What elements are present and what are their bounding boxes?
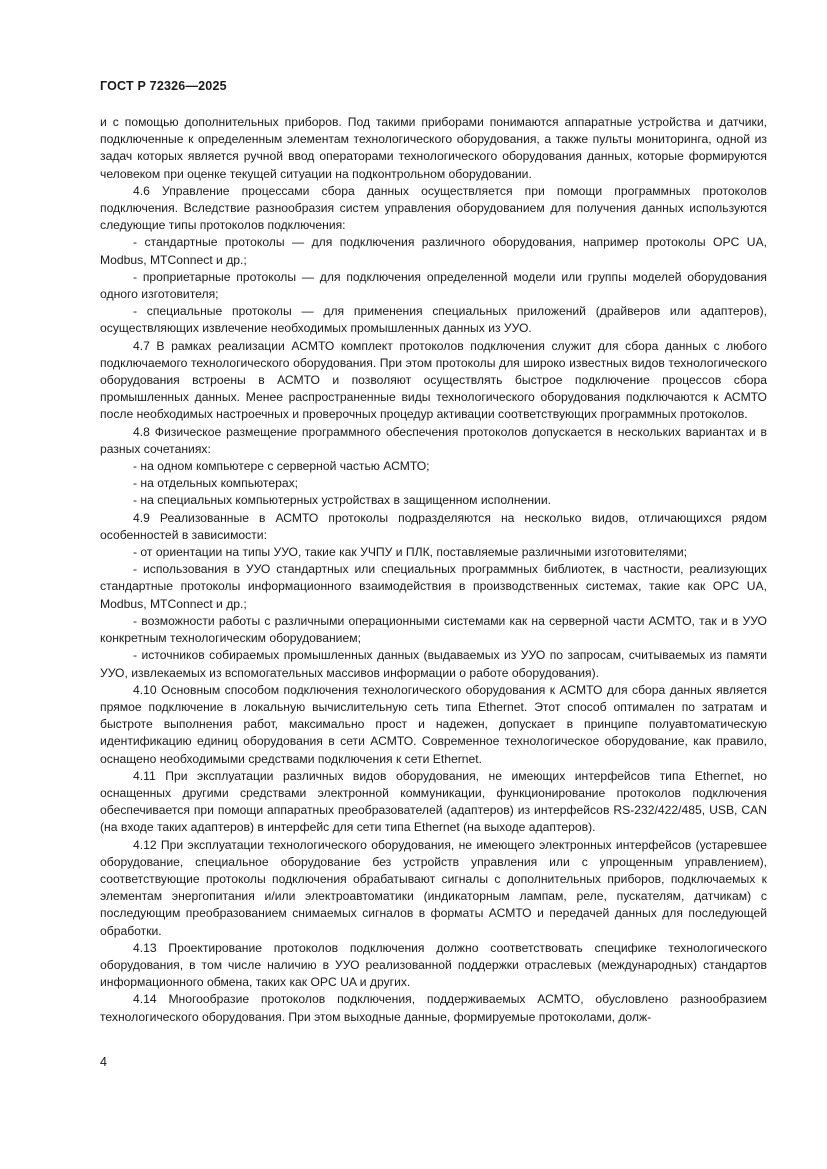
paragraph: и с помощью дополнительных приборов. Под такими приборами понимаются аппаратные устройства и датчики, подключенные к определенным элементам технологического оборудования, а также пульты мониторинга, одной из задач которых является ручной ввод операторами технологического оборудования данных, которые формируются человеком при оценке текущей ситуации на подконтрольном оборудовании. <box>100 115 767 181</box>
paragraph: - возможности работы с различными операционными системами как на серверной части АСМТО, так и в УУО конкретным технологическим оборудованием; <box>100 613 767 646</box>
paragraph: - на одном компьютере с серверной частью АСМТО; <box>133 459 430 474</box>
paragraph: 4.12 При эксплуатации технологического оборудования, не имеющего электронных интерфейсов (устаревшее оборудование, специальное оборудование без устройств управления или с упрощенным управлением), соответствующие протоколы подключения обрабатывают сигналы с дополнительных приборов, подключаемых к элементам энергопитания и/или электроавтоматики (индикаторным лампам, реле, пускателям, датчикам) с последующим преобразованием снимаемых сигналов в форматы АСМТО и передачей данных для последующей обработки. <box>100 837 767 938</box>
page-number: 4 <box>100 1055 107 1069</box>
paragraph: 4.6 Управление процессами сбора данных осуществляется при помощи программных протоколов подключения. Вследствие разнообразия систем управления оборудованием для получения данных используются следующие типы протоколов подключения: <box>100 183 767 233</box>
paragraph: - проприетарные протоколы — для подключения определенной модели или группы моделей оборудования одного изготовителя; <box>100 269 767 302</box>
paragraph: - специальные протоколы — для применения специальных приложений (драйверов или адаптеров), осуществляющих извлечение необходимых промышленных данных из УУО. <box>100 304 767 336</box>
paragraph: - источников собираемых промышленных данных (выдаваемых из УУО по запросам, считываемых из памяти УУО, извлекаемых из вспомогательных массивов информации о работе оборудования). <box>100 648 767 680</box>
paragraph: - стандартные протоколы — для подключения различного оборудования, например протоколы OPC UA, Modbus, MTConnect и др.; <box>100 235 767 267</box>
paragraph: - на специальных компьютерных устройствах в защищенном исполнении. <box>133 493 551 508</box>
paragraph: 4.10 Основным способом подключения технологического оборудования к АСМТО для сбора данных является прямое подключение в локальную вычислительную сеть типа Ethernet. Этот способ оптимален по затратам и быстроте выполнения работ, максимально прост и надежен, допускает в принципе полуавтоматическую идентификацию единиц оборудования в сети АСМТО. Современное технологическое оборудование, как правило, оснащено необходимыми средствами подключения к сети Ethernet. <box>100 682 767 766</box>
paragraph: 4.7 В рамках реализации АСМТО комплект протоколов подключения служит для сбора данных с любого подключаемого технологического оборудования. При этом протоколы для широко известных видов технологического оборудования встроены в АСМТО и позволяют осуществлять быстрое подключение процессов сбора промышленных данных. Менее распространенные виды технологического оборудования подключаются к АСМТО после необходимых настроечных и проверочных процедур активации соответствующих программных протоколов. <box>100 338 767 422</box>
paragraph: 4.13 Проектирование протоколов подключения должно соответствовать специфике технологического оборудования, в том числе наличию в УУО реализованной поддержки отраслевых (международных) стандартов информационного обмена, таких как OPC UA и других. <box>100 940 767 990</box>
paragraph: - на отдельных компьютерах; <box>133 476 299 491</box>
document-body <box>100 114 767 1026</box>
paragraph: - от ориентации на типы УУО, такие как УЧПУ и ПЛК, поставляемые различными изготовителями; <box>133 545 687 560</box>
document-header: ГОСТ Р 72326—2025 <box>100 79 227 93</box>
paragraph: - использования в УУО стандартных или специальных программных библиотек, в частности, реализующих стандартные протоколы информационного взаимодействия в производственных системах, такие как OPC UA, Modbus, MTConnect и др.; <box>100 562 767 611</box>
paragraph: 4.11 При эксплуатации различных видов оборудования, не имеющих интерфейсов типа Ethernet, но оснащенных другими средствами электронной коммуникации, функционирование протоколов подключения обеспечивается при помощи аппаратных преобразователей (адаптеров) из интерфейсов RS-232/422/485, USB, CAN (на входе таких адаптеров) в интерфейс для сети типа Ethernet (на выходе адаптеров). <box>100 768 767 835</box>
paragraph: 4.8 Физическое размещение программного обеспечения протоколов допускается в нескольких вариантах и в разных сочетаниях: <box>100 424 767 456</box>
paragraph: 4.9 Реализованные в АСМТО протоколы подразделяются на несколько видов, отличающихся рядом особенностей в зависимости: <box>100 510 767 542</box>
paragraph: 4.14 Многообразие протоколов подключения, поддерживаемых АСМТО, обусловлено разнообразием технологического оборудования. При этом выходные данные, формируемые протоколами, долж- <box>100 992 767 1024</box>
